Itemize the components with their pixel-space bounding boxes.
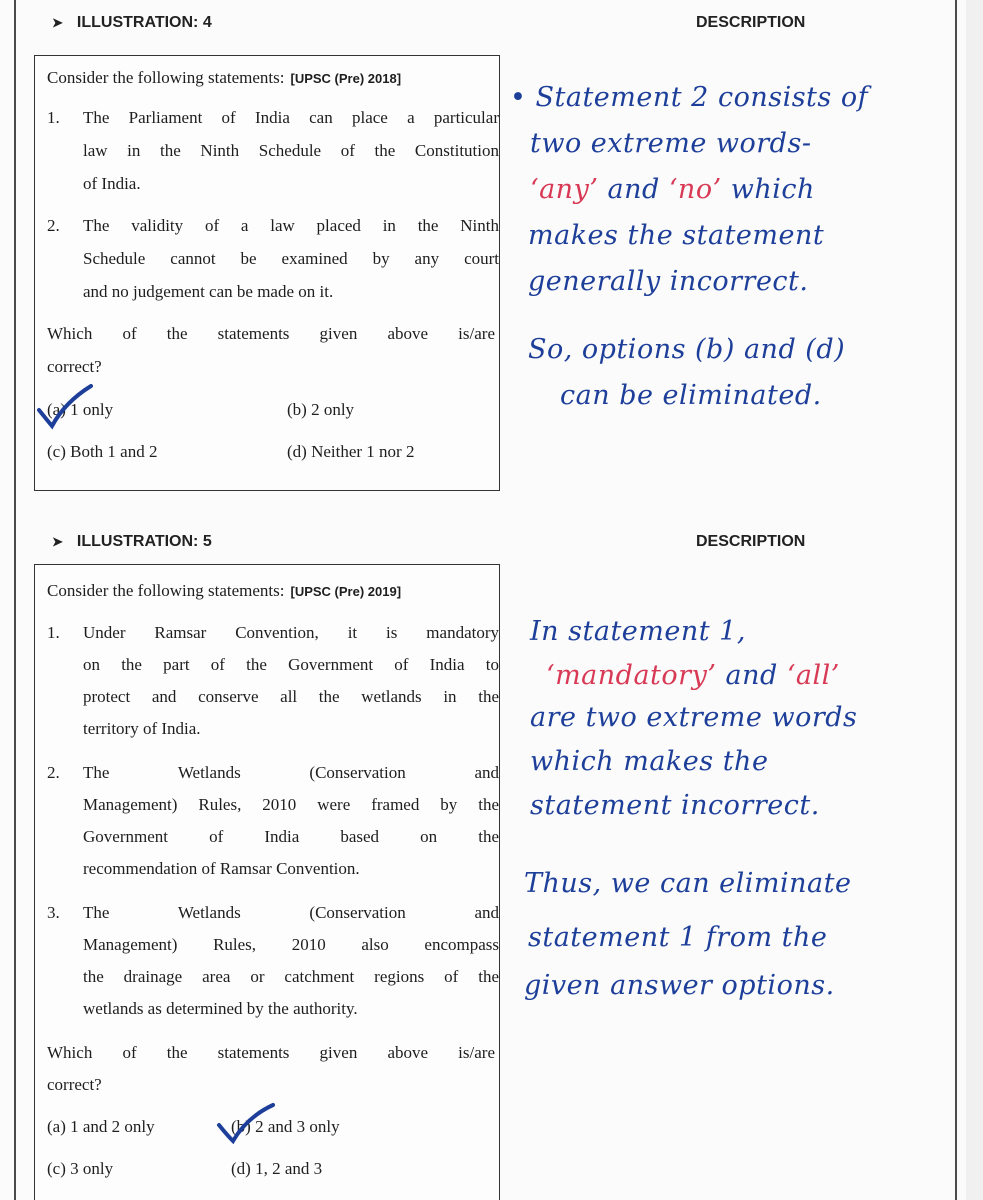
note-5-line-8: given answer options.	[524, 970, 835, 1001]
option-c[interactable]: (c) Both 1 and 2	[47, 442, 158, 461]
checkmark-icon	[35, 382, 95, 432]
illustration-4-heading: ➤ ILLUSTRATION: 4	[52, 14, 212, 31]
page-border-right	[955, 0, 957, 1200]
note-4-line-1: • Statement 2 consists of	[510, 82, 869, 113]
question-intro: Consider the following statements: [UPSC (Pre) 2019]	[47, 581, 402, 600]
note-5-line-5: statement incorrect.	[530, 790, 820, 821]
description-heading: DESCRIPTION	[696, 533, 806, 550]
question-intro: Consider the following statements: [UPSC (Pre) 2018]	[47, 68, 402, 87]
note-4-line-2: two extreme words-	[530, 128, 812, 159]
note-5-line-2: ‘mandatory’ and ‘all’	[546, 660, 840, 691]
note-5-line-1: In statement 1,	[530, 616, 746, 647]
question-box-4: Consider the following statements: [UPSC (Pre) 2018] 1. The Parliament of India can place a particular law in the Ninth Schedule of the Constitution of India. 2. The validity of a law placed in the Ninth Schedule cannot be examined by any court and no judgement can be made on it. Which of the statements given above is/are correct? (a) 1 only (b) 2 only (c) Both 1 and 2 (d) Neither 1 nor 2	[34, 55, 500, 491]
note-4-line-4: makes the statement	[528, 220, 825, 251]
arrow-bullet-icon: ➤	[52, 15, 63, 30]
option-b[interactable]: (b) 2 and 3 only	[231, 1117, 340, 1136]
option-b[interactable]: (b) 2 only	[287, 400, 355, 419]
note-4-line-6: So, options (b) and (d)	[528, 334, 846, 365]
option-c[interactable]: (c) 3 only	[47, 1159, 114, 1178]
page-border-left	[14, 0, 16, 1200]
exam-source-tag: [UPSC (Pre) 2018]	[290, 71, 402, 86]
note-5-line-6: Thus, we can eliminate	[524, 868, 852, 899]
option-a[interactable]: (a) 1 only	[47, 400, 114, 419]
note-5-line-3: are two extreme words	[530, 702, 858, 733]
note-4-line-5: generally incorrect.	[528, 266, 809, 297]
note-5-line-4: which makes the	[530, 746, 769, 777]
illustration-5-heading: ➤ ILLUSTRATION: 5	[52, 533, 212, 550]
option-d[interactable]: (d) Neither 1 nor 2	[287, 442, 415, 461]
checkmark-icon	[215, 1101, 277, 1147]
arrow-bullet-icon: ➤	[52, 534, 63, 549]
note-4-line-3: ‘any’ and ‘no’ which	[530, 174, 815, 205]
option-a[interactable]: (a) 1 and 2 only	[47, 1117, 155, 1136]
page-edge	[966, 0, 983, 1200]
note-4-line-7: can be eliminated.	[560, 380, 822, 411]
description-heading: DESCRIPTION	[696, 14, 806, 31]
note-5-line-7: statement 1 from the	[528, 922, 828, 953]
option-d[interactable]: (d) 1, 2 and 3	[231, 1159, 323, 1178]
question-box-5: Consider the following statements: [UPSC (Pre) 2019] 1. Under Ramsar Convention, it is mandatory on the part of the Government of India to protect and conserve all the wetlands in the territory of India. 2. The Wetlands (Conservation and Management) Rules, 2010 were framed by the Government of India based on the recommendation of Ramsar Convention. 3. The Wetlands (Conservation and Management) Rules, 2010 also encompass the drainage area or catchment regions of the wetlands as determined by the authority. Which of the statements given above is/are correct? (a) 1 and 2 only (b) 2 and 3 only (c) 3 only (d) 1, 2 and 3	[34, 564, 500, 1200]
exam-source-tag: [UPSC (Pre) 2019]	[290, 584, 402, 599]
